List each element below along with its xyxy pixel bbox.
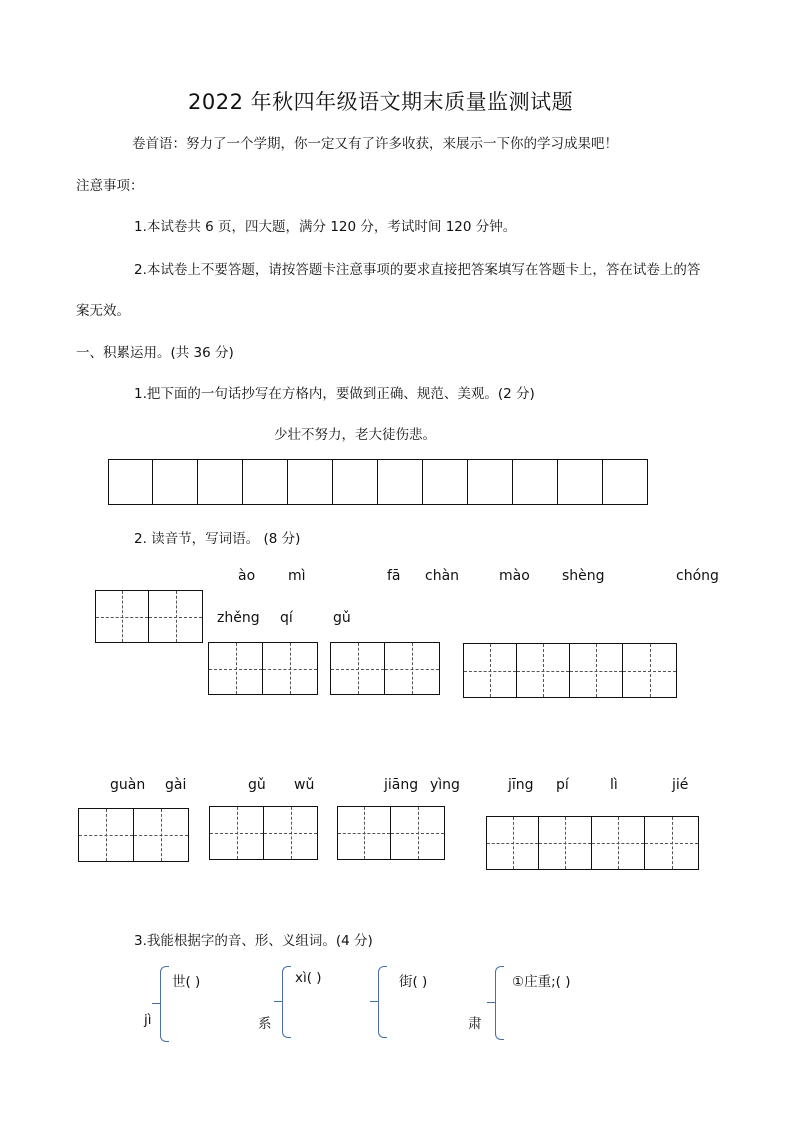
pinyin: mào	[499, 568, 530, 584]
copy-box	[603, 459, 648, 505]
tian-cell	[95, 590, 149, 643]
tian-grid	[330, 642, 440, 695]
note-2-line2: 案无效。	[76, 303, 130, 319]
brace	[274, 1001, 282, 1002]
note-2-line1: 2.本试卷上不要答题，请按答题卡注意事项的要求直接把答案填写在答题卡上，答在试卷上的答	[134, 262, 701, 278]
tian-cell	[539, 816, 592, 870]
copy-box	[558, 459, 603, 505]
tian-grid	[209, 806, 318, 860]
tian-cell	[209, 806, 264, 860]
q3-shi-blank: 世( )	[172, 974, 201, 990]
pinyin: gǔ	[333, 610, 351, 626]
question-1: 1.把下面的一句话抄写在方格内，要做到正确、规范、美观。(2 分)	[134, 386, 535, 402]
tian-cell	[263, 642, 318, 695]
copy-box	[153, 459, 198, 505]
copy-box	[468, 459, 513, 505]
tian-cell	[486, 816, 539, 870]
tian-cell	[264, 806, 318, 860]
tian-grid	[78, 808, 189, 862]
copy-box	[333, 459, 378, 505]
brace	[487, 1002, 495, 1003]
tian-grid	[486, 816, 699, 870]
brace	[495, 966, 504, 1040]
tian-cell	[463, 643, 517, 698]
tian-cell	[330, 642, 385, 695]
tian-grid	[337, 806, 445, 860]
tian-cell	[645, 816, 699, 870]
copy-box	[423, 459, 468, 505]
pinyin: jiāng	[384, 777, 419, 793]
q3-su-char: 肃	[468, 1016, 482, 1032]
pinyin: wǔ	[294, 777, 315, 793]
tian-cell	[337, 806, 391, 860]
copy-box	[198, 459, 243, 505]
tian-cell	[149, 590, 203, 643]
pinyin: jié	[672, 777, 689, 793]
pinyin: fā	[387, 568, 401, 584]
pinyin: jīng	[508, 777, 534, 793]
tian-cell	[592, 816, 645, 870]
pinyin: gài	[165, 777, 187, 793]
tian-cell	[385, 642, 440, 695]
pinyin: lì	[610, 777, 618, 793]
q3-xi-char: 系	[258, 1016, 272, 1032]
pinyin: guàn	[110, 777, 146, 793]
pinyin: yìng	[430, 777, 460, 793]
brace	[370, 1001, 378, 1002]
tian-cell	[208, 642, 263, 695]
section-1-heading: 一、积累运用。(共 36 分)	[76, 345, 234, 361]
pinyin: zhěng	[217, 610, 260, 626]
brace	[378, 966, 387, 1038]
q3-jie-blank: 街( )	[399, 974, 428, 990]
copy-box	[108, 459, 153, 505]
pinyin: chàn	[425, 568, 460, 584]
pinyin: pí	[556, 777, 569, 793]
tian-cell	[517, 643, 570, 698]
page-title: 2022 年秋四年级语文期末质量监测试题	[188, 90, 574, 114]
tian-cell	[623, 643, 677, 698]
tian-cell	[134, 808, 189, 862]
pinyin: qí	[280, 610, 293, 626]
tian-cell	[78, 808, 134, 862]
copy-box	[288, 459, 333, 505]
tian-grid	[463, 643, 677, 698]
question-3: 3.我能根据字的音、形、义组词。(4 分)	[134, 933, 373, 949]
tian-cell	[391, 806, 445, 860]
pinyin: ào	[238, 568, 256, 584]
copy-box	[243, 459, 288, 505]
tian-grid	[95, 590, 203, 643]
question-2: 2. 读音节，写词语。 (8 分)	[134, 531, 301, 547]
pinyin: gǔ	[248, 777, 266, 793]
copy-box	[378, 459, 423, 505]
brace	[160, 966, 169, 1042]
preface: 卷首语：努力了一个学期，你一定又有了许多收获，来展示一下你的学习成果吧！	[132, 136, 618, 152]
pinyin: chóng	[676, 568, 719, 584]
pinyin: shèng	[562, 568, 605, 584]
q3-su-blank: ①庄重;( )	[512, 974, 571, 990]
note-1: 1.本试卷共 6 页，四大题，满分 120 分，考试时间 120 分钟。	[134, 219, 517, 235]
brace	[152, 1003, 160, 1004]
brace	[282, 966, 291, 1038]
copy-box-grid	[108, 459, 648, 505]
tian-grid	[208, 642, 318, 695]
copy-box	[513, 459, 558, 505]
question-1-sentence: 少壮不努力，老大徒伤悲。	[274, 427, 436, 443]
pinyin: mì	[288, 568, 306, 584]
tian-cell	[570, 643, 623, 698]
q3-ji-pinyin: jì	[144, 1012, 152, 1028]
notes-heading: 注意事项：	[76, 178, 144, 194]
q3-xi-blank: xì( )	[295, 970, 322, 986]
